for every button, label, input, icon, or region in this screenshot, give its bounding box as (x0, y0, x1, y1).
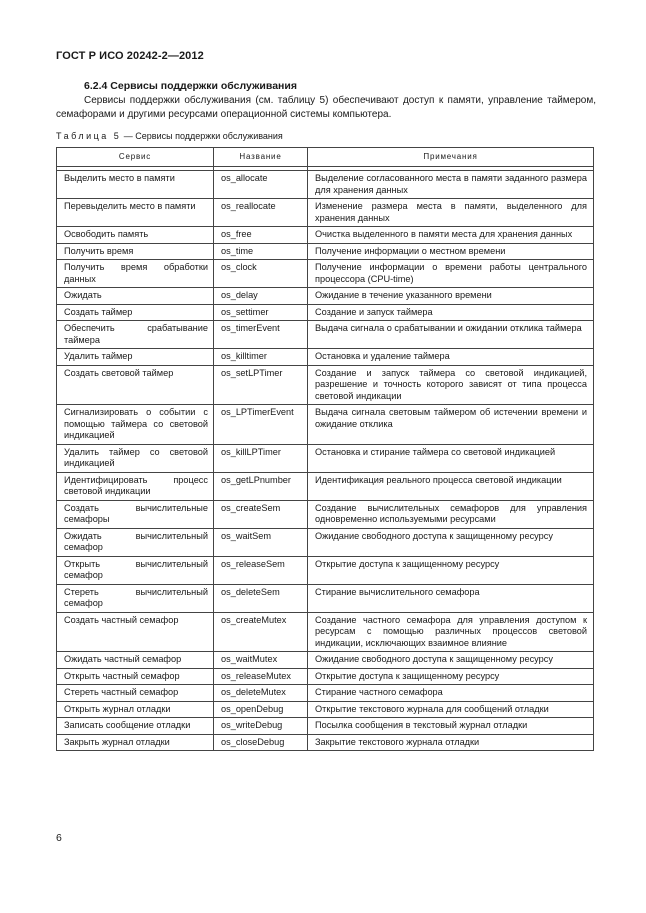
notes-cell: Очистка выделенного в памяти места для хранения данных (308, 227, 594, 244)
notes-cell: Создание и запуск таймера со световой индикацией, разрешение и точность которого зависят от типа процесса световой индикации (308, 365, 594, 405)
name-cell: os_time (214, 243, 308, 260)
name-cell: os_setLPTimer (214, 365, 308, 405)
name-cell: os_allocate (214, 171, 308, 199)
page-number: 6 (56, 832, 62, 844)
service-cell: Обеспечить срабатывание таймера (57, 321, 214, 349)
table-caption-text: — Сервисы поддержки обслуживания (121, 131, 283, 141)
name-cell: os_openDebug (214, 701, 308, 718)
name-cell: os_getLPnumber (214, 472, 308, 500)
notes-cell: Выдача сигнала световым таймером об истечении времени и ожидание отклика (308, 405, 594, 445)
name-cell: os_LPTimerEvent (214, 405, 308, 445)
notes-cell: Создание вычислительных семафоров для управления одновременно используемыми ресурсами (308, 500, 594, 528)
service-cell: Идентифицировать процесс световой индикации (57, 472, 214, 500)
table-row (57, 365, 594, 405)
table-row (57, 685, 594, 702)
service-cell: Создать таймер (57, 304, 214, 321)
service-cell: Удалить таймер (57, 349, 214, 366)
service-cell: Сигнализировать о событии с помощью таймера со световой индикацией (57, 405, 214, 445)
table-row (57, 321, 594, 349)
name-cell: os_closeDebug (214, 734, 308, 751)
service-cell: Создать световой таймер (57, 365, 214, 405)
notes-cell: Идентификация реального процесса световой индикации (308, 472, 594, 500)
name-cell: os_releaseSem (214, 556, 308, 584)
notes-cell: Открытие текстового журнала для сообщений отладки (308, 701, 594, 718)
table-row (57, 556, 594, 584)
table-row (57, 243, 594, 260)
notes-cell: Получение информации о местном времени (308, 243, 594, 260)
table-row (57, 304, 594, 321)
name-cell: os_waitSem (214, 528, 308, 556)
table-row (57, 528, 594, 556)
name-cell: os_killLPTimer (214, 444, 308, 472)
name-cell: os_createMutex (214, 612, 308, 652)
notes-cell: Выдача сигнала о срабатывании и ожидании отклика таймера (308, 321, 594, 349)
service-cell: Открыть вычислительный семафор (57, 556, 214, 584)
notes-cell: Стирание вычислительного семафора (308, 584, 594, 612)
notes-cell: Открытие доступа к защищенному ресурсу (308, 668, 594, 685)
notes-cell: Выделение согласованного места в памяти заданного размера для хранения данных (308, 171, 594, 199)
notes-cell: Получение информации о времени работы центрального процессора (CPU-time) (308, 260, 594, 288)
table-row (57, 734, 594, 751)
notes-cell: Остановка и стирание таймера со световой индикацией (308, 444, 594, 472)
notes-cell: Посылка сообщения в текстовый журнал отладки (308, 718, 594, 735)
name-cell: os_waitMutex (214, 652, 308, 669)
notes-cell: Создание и запуск таймера (308, 304, 594, 321)
column-header-notes: Примечания (308, 148, 594, 167)
service-cell: Стереть частный семафор (57, 685, 214, 702)
notes-cell: Ожидание свободного доступа к защищенному ресурсу (308, 652, 594, 669)
name-cell: os_free (214, 227, 308, 244)
name-cell: os_writeDebug (214, 718, 308, 735)
table-row (57, 288, 594, 305)
table-row (57, 405, 594, 445)
document-code: ГОСТ Р ИСО 20242-2—2012 (56, 50, 204, 62)
table-row (57, 584, 594, 612)
notes-cell: Остановка и удаление таймера (308, 349, 594, 366)
service-cell: Ожидать частный семафор (57, 652, 214, 669)
service-cell: Открыть журнал отладки (57, 701, 214, 718)
notes-cell: Ожидание в течение указанного времени (308, 288, 594, 305)
service-cell: Открыть частный семафор (57, 668, 214, 685)
name-cell: os_delay (214, 288, 308, 305)
service-cell: Получить время обработки данных (57, 260, 214, 288)
table-caption-prefix: Таблица 5 (56, 131, 122, 141)
table-row (57, 701, 594, 718)
table-row (57, 472, 594, 500)
services-table (56, 147, 594, 751)
service-cell: Выделить место в памяти (57, 171, 214, 199)
name-cell: os_reallocate (214, 199, 308, 227)
table-row (57, 668, 594, 685)
table-row (57, 171, 594, 199)
notes-cell: Ожидание свободного доступа к защищенному ресурсу (308, 528, 594, 556)
column-header-name: Название (214, 148, 308, 167)
table-row (57, 227, 594, 244)
name-cell: os_releaseMutex (214, 668, 308, 685)
table-body (57, 171, 594, 751)
table-caption (56, 131, 283, 141)
service-cell: Ожидать (57, 288, 214, 305)
name-cell: os_clock (214, 260, 308, 288)
notes-cell: Закрытие текстового журнала отладки (308, 734, 594, 751)
table-row (57, 444, 594, 472)
service-cell: Стереть вычислительный семафор (57, 584, 214, 612)
table-row (57, 260, 594, 288)
service-cell: Закрыть журнал отладки (57, 734, 214, 751)
name-cell: os_killtimer (214, 349, 308, 366)
service-cell: Получить время (57, 243, 214, 260)
service-cell: Записать сообщение отладки (57, 718, 214, 735)
notes-cell: Открытие доступа к защищенному ресурсу (308, 556, 594, 584)
name-cell: os_createSem (214, 500, 308, 528)
name-cell: os_settimer (214, 304, 308, 321)
table-row (57, 199, 594, 227)
table-row (57, 349, 594, 366)
table-header-row (57, 148, 594, 167)
column-header-service: Сервис (57, 148, 214, 167)
section-title: 6.2.4 Сервисы поддержки обслуживания (84, 80, 297, 92)
service-cell: Удалить таймер со световой индикацией (57, 444, 214, 472)
service-cell: Создать частный семафор (57, 612, 214, 652)
name-cell: os_deleteSem (214, 584, 308, 612)
table-row (57, 718, 594, 735)
name-cell: os_deleteMutex (214, 685, 308, 702)
service-cell: Ожидать вычислительный семафор (57, 528, 214, 556)
name-cell: os_timerEvent (214, 321, 308, 349)
notes-cell: Стирание частного семафора (308, 685, 594, 702)
service-cell: Создать вычислительные семафоры (57, 500, 214, 528)
section-paragraph: Сервисы поддержки обслуживания (см. таблицу 5) обеспечивают доступ к памяти, управление таймером, семафорами и другими ресурсами операционной системы компьютера. (56, 95, 596, 120)
notes-cell: Изменение размера места в памяти, выделенного для хранения данных (308, 199, 594, 227)
notes-cell: Создание частного семафора для управления доступом к ресурсам с помощью различных процессов световой индикации, исключающих взаимное влияние (308, 612, 594, 652)
table-row (57, 612, 594, 652)
table-row (57, 500, 594, 528)
table-row (57, 652, 594, 669)
service-cell: Перевыделить место в памяти (57, 199, 214, 227)
service-cell: Освободить память (57, 227, 214, 244)
